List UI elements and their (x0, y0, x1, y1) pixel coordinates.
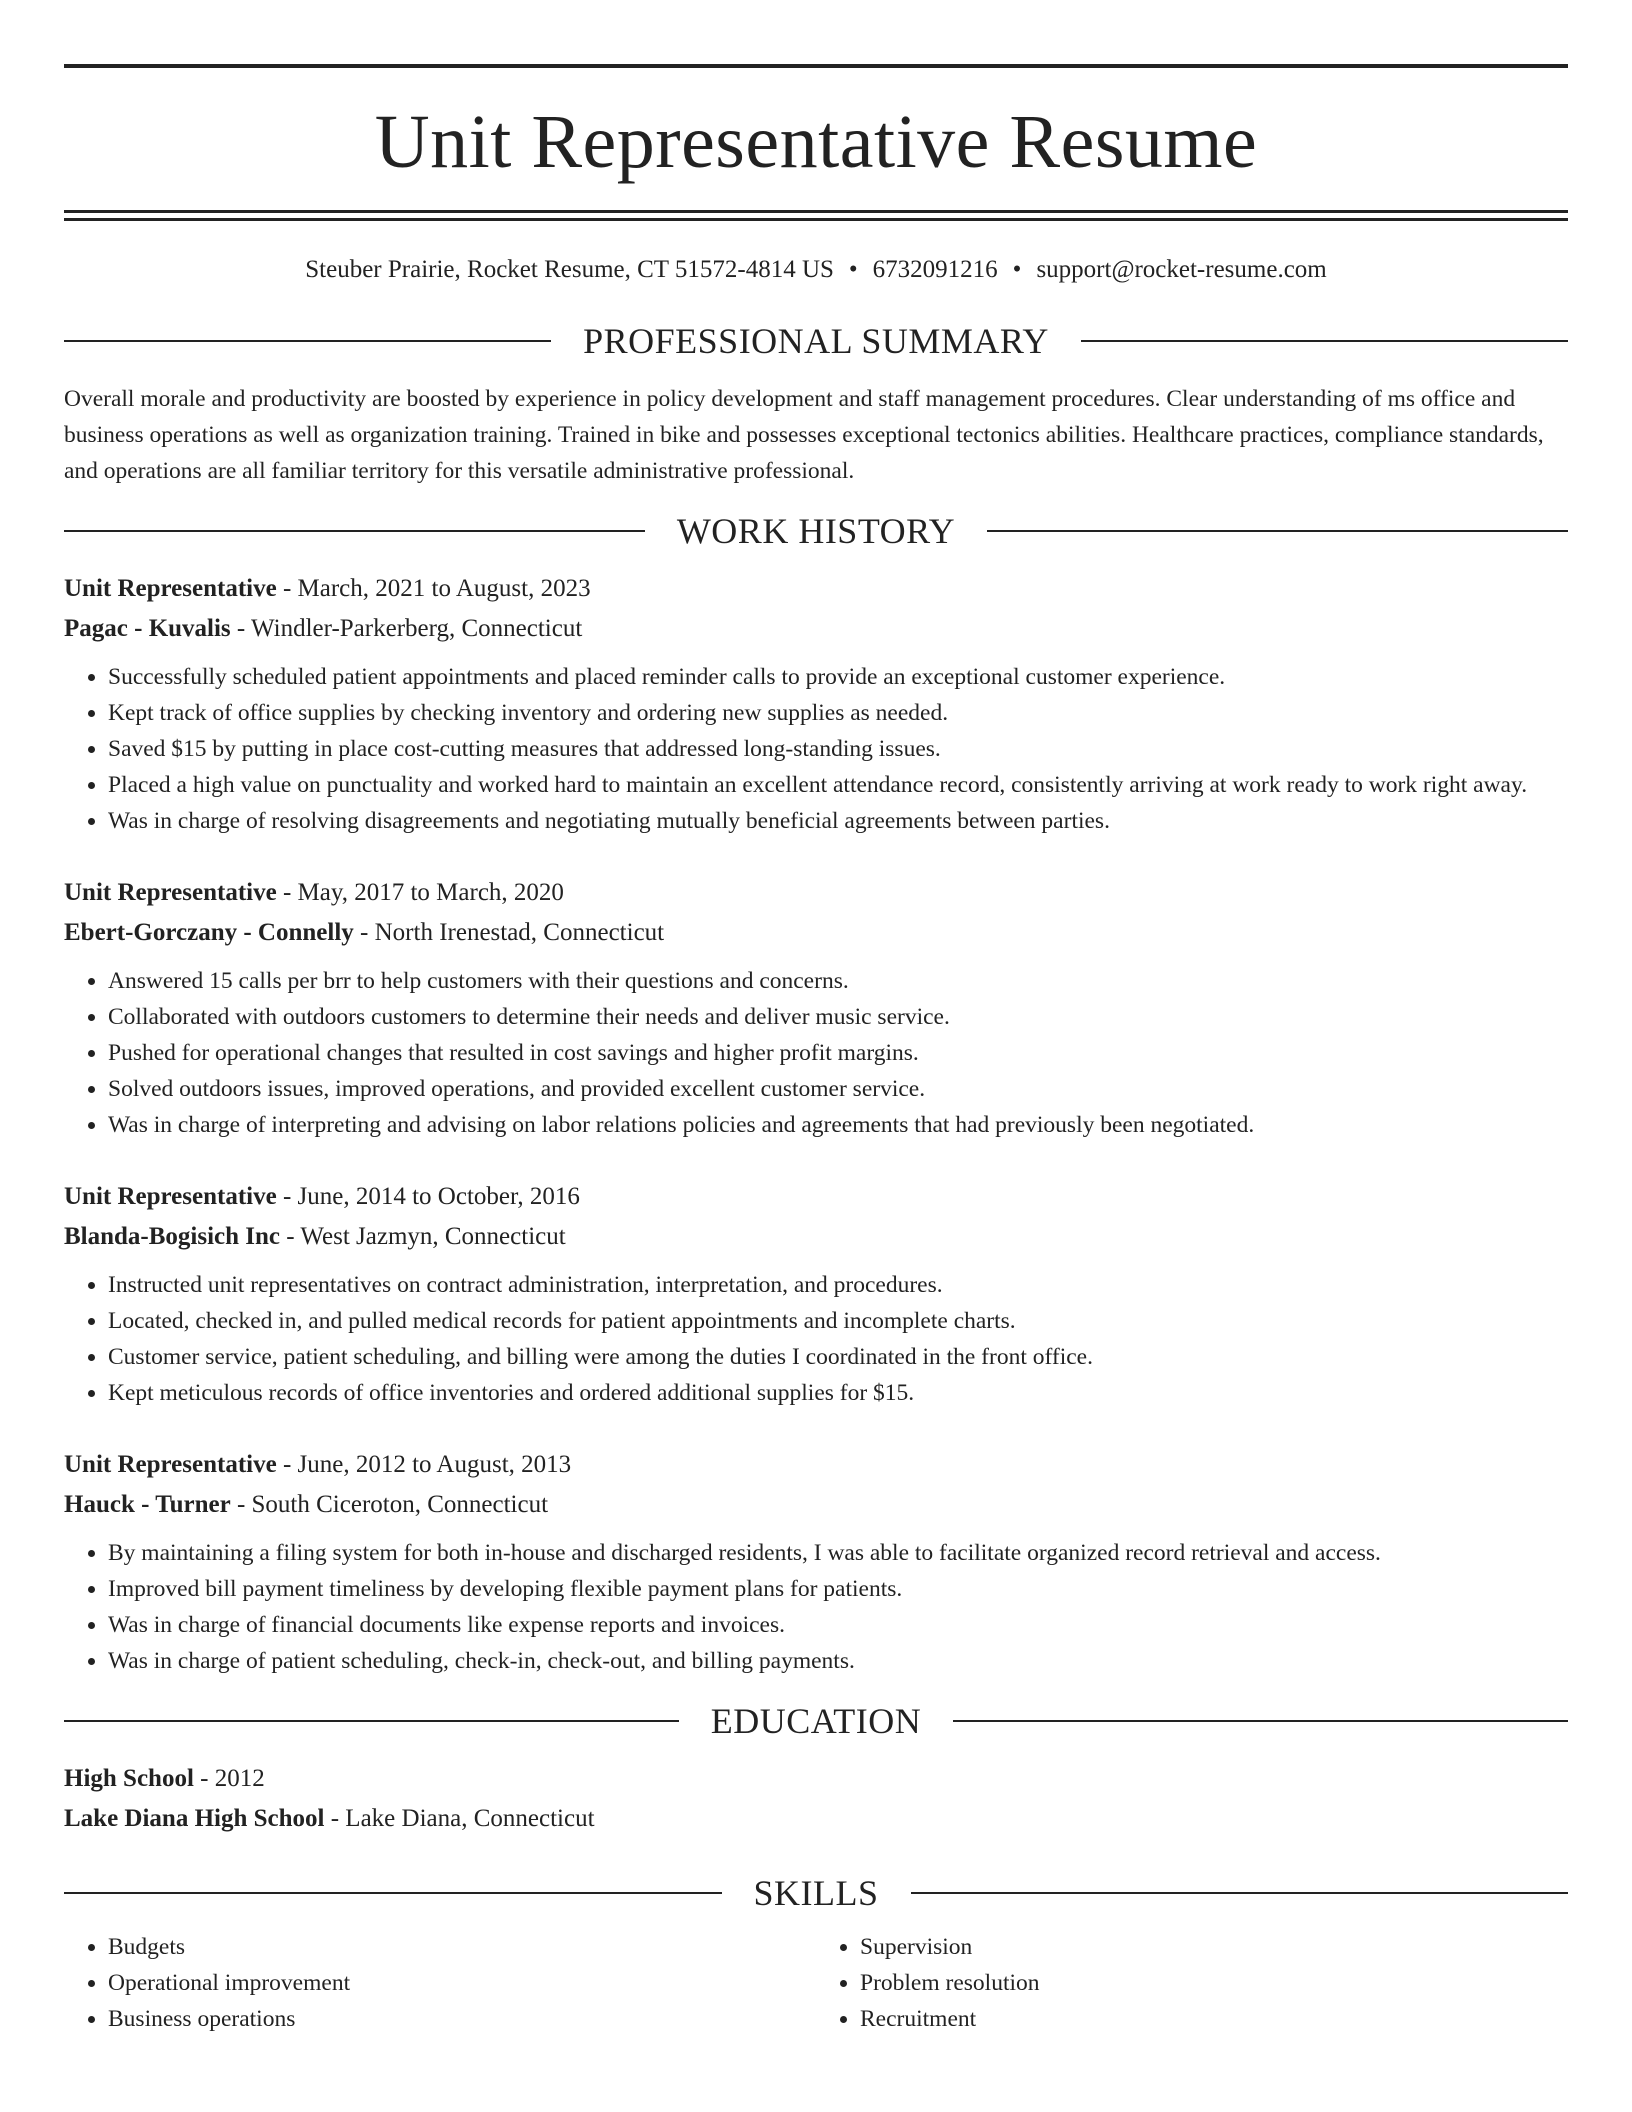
title-double-rule (64, 210, 1568, 221)
job-company-line (64, 609, 1568, 649)
job-location: - North Irenestad, Connecticut (353, 919, 665, 946)
job-title: Unit Representative (64, 1183, 277, 1210)
job-entry (64, 1445, 1568, 1679)
job-company-line (64, 1217, 1568, 1257)
job-company: Blanda-Bogisich Inc (64, 1223, 281, 1250)
work-history-list (64, 569, 1568, 1679)
education-degree-line (64, 1759, 1568, 1799)
heading-rule-right (911, 1892, 1569, 1894)
list-item: • Operational improvement (108, 1965, 816, 2001)
contact-email: support@rocket-resume.com (1036, 256, 1327, 283)
summary-text: Overall morale and productivity are boosted by experience in policy development and staff management procedures. Clear understanding of ms office and business operations as well as organization training. Trained in bike and possesses exceptional tectonics abilities. Healthcare practices, compliance standards, and operations are all familiar territory for this versatile administrative professional. (64, 386, 1544, 484)
job-entry (64, 873, 1568, 1143)
list-item: • Collaborated with outdoors customers to determine their needs and deliver music service. (108, 999, 1568, 1035)
heading-rule-right (1081, 340, 1568, 342)
heading-rule-left (64, 340, 551, 342)
skills-column-left (64, 1929, 816, 2037)
list-item: • Was in charge of financial documents like expense reports and invoices. (108, 1607, 1568, 1643)
list-item: • Placed a high value on punctuality and worked hard to maintain an excellent attendance record, consistently arriving at work ready to work right away. (108, 767, 1568, 803)
list-item: • Supervision (860, 1929, 1568, 1965)
heading-rule-left (64, 530, 645, 532)
list-item: • Was in charge of patient scheduling, check-in, check-out, and billing payments. (108, 1643, 1568, 1679)
list-item: • Budgets (108, 1929, 816, 1965)
heading-rule-right (953, 1720, 1568, 1722)
heading-rule-left (64, 1720, 679, 1722)
section-heading-summary (64, 323, 1568, 359)
list-item: • Successfully scheduled patient appointments and placed reminder calls to provide an exceptional customer experience. (108, 659, 1568, 695)
list-item: • Pushed for operational changes that resulted in cost savings and higher profit margins. (108, 1035, 1568, 1071)
list-item: • Recruitment (860, 2001, 1568, 2037)
section-title: EDUCATION (710, 1701, 922, 1741)
top-rule (64, 64, 1568, 68)
job-title-line (64, 569, 1568, 609)
job-dates: - March, 2021 to August, 2023 (276, 575, 591, 602)
list-item: • Located, checked in, and pulled medical records for patient appointments and incomplete charts. (108, 1303, 1568, 1339)
section-heading-skills (64, 1875, 1568, 1911)
section-heading-work (64, 513, 1568, 549)
list-item: • Kept track of office supplies by checking inventory and ordering new supplies as needed. (108, 695, 1568, 731)
job-title: Unit Representative (64, 879, 277, 906)
job-bullets (64, 963, 1568, 1143)
job-bullets (64, 1535, 1568, 1679)
job-entry (64, 569, 1568, 839)
job-bullets (64, 659, 1568, 839)
section-title: WORK HISTORY (676, 511, 956, 551)
job-dates: - June, 2014 to October, 2016 (276, 1183, 580, 1210)
job-company-line (64, 1485, 1568, 1525)
contact-separator: • (848, 256, 858, 283)
job-company: Pagac - Kuvalis (64, 615, 231, 642)
heading-rule-left (64, 1892, 722, 1894)
contact-separator: • (1012, 256, 1022, 283)
education-school-line (64, 1799, 1568, 1839)
section-heading-education (64, 1703, 1568, 1739)
list-item: • Instructed unit representatives on contract administration, interpretation, and procedures. (108, 1267, 1568, 1303)
list-item: • Solved outdoors issues, improved operations, and provided excellent customer service. (108, 1071, 1568, 1107)
page-title: Unit Representative Resume (374, 100, 1258, 184)
job-entry (64, 1177, 1568, 1411)
list-item: • Improved bill payment timeliness by developing flexible payment plans for patients. (108, 1571, 1568, 1607)
job-company: Hauck - Turner (64, 1491, 231, 1518)
education-year: - 2012 (193, 1765, 265, 1792)
job-dates: - June, 2012 to August, 2013 (276, 1451, 572, 1478)
contact-phone: 6732091216 (872, 256, 998, 283)
skills-list (64, 1929, 1568, 2037)
job-title-line (64, 1445, 1568, 1485)
list-item: • Problem resolution (860, 1965, 1568, 2001)
education-school: Lake Diana High School (64, 1805, 325, 1832)
job-company: Ebert-Gorczany - Connelly (64, 919, 354, 946)
contact-address: Steuber Prairie, Rocket Resume, CT 51572-4814 US (305, 256, 834, 283)
list-item: • Was in charge of interpreting and advising on labor relations policies and agreements that had previously been negotiated. (108, 1107, 1568, 1143)
section-title: PROFESSIONAL SUMMARY (583, 321, 1049, 361)
list-item: • Saved $15 by putting in place cost-cutting measures that addressed long-standing issues. (108, 731, 1568, 767)
list-item: • By maintaining a filing system for both in-house and discharged residents, I was able to facilitate organized record retrieval and access. (108, 1535, 1568, 1571)
skills-column-right (816, 1929, 1568, 2037)
section-title: SKILLS (753, 1873, 879, 1913)
job-title: Unit Representative (64, 575, 277, 602)
heading-rule-right (987, 530, 1568, 532)
job-location: - West Jazmyn, Connecticut (280, 1223, 566, 1250)
list-item: • Was in charge of resolving disagreements and negotiating mutually beneficial agreements between parties. (108, 803, 1568, 839)
education-degree: High School (64, 1765, 194, 1792)
list-item: • Answered 15 calls per brr to help customers with their questions and concerns. (108, 963, 1568, 999)
job-dates: - May, 2017 to March, 2020 (276, 879, 564, 906)
education-entry (64, 1759, 1568, 1839)
contact-line (64, 255, 1568, 285)
job-location: - South Ciceroton, Connecticut (230, 1491, 549, 1518)
job-location: - Windler-Parkerberg, Connecticut (230, 615, 583, 642)
list-item: • Business operations (108, 2001, 816, 2037)
job-title-line (64, 1177, 1568, 1217)
job-bullets (64, 1267, 1568, 1411)
education-location: - Lake Diana, Connecticut (324, 1805, 595, 1832)
job-title-line (64, 873, 1568, 913)
job-company-line (64, 913, 1568, 953)
list-item: • Customer service, patient scheduling, and billing were among the duties I coordinated in the front office. (108, 1339, 1568, 1375)
list-item: • Kept meticulous records of office inventories and ordered additional supplies for $15. (108, 1375, 1568, 1411)
job-title: Unit Representative (64, 1451, 277, 1478)
